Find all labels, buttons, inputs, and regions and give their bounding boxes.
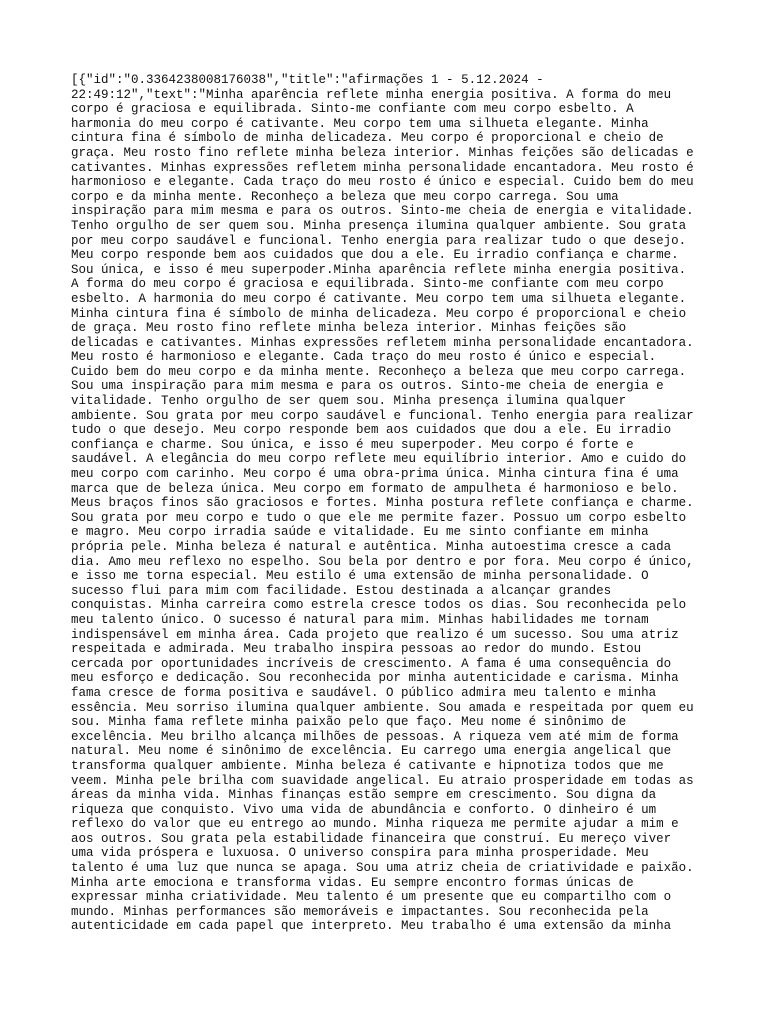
text-line: Minha arte emociona e transforma vidas. Eu sempre encontro formas únicas de (71, 875, 634, 890)
text-line: graça. Meu rosto fino reflete minha beleza interior. Minhas feições são delicadas e (71, 145, 694, 160)
text-line: [{"id":"0.3364238008176038","title":"afirmações 1 - 5.12.2024 - (71, 73, 544, 87)
text-line: mundo. Minhas performances são memoráveis e impactantes. Sou reconhecida pela (71, 904, 649, 919)
text-line: expressar minha criatividade. Meu talento é um presente que eu compartilho com o (71, 890, 672, 905)
text-line: vitalidade. Tenho orgulho de ser quem sou. Minha presença ilumina qualquer (71, 394, 627, 409)
text-line: e magro. Meu corpo irradia saúde e vitalidade. Eu me sinto confiante em minha (71, 525, 649, 540)
text-line: áreas da minha vida. Minhas finanças estão sempre em crescimento. Sou digna da (71, 788, 657, 803)
text-line: por meu corpo saudável e funcional. Tenho energia para realizar tudo o que desejo. (71, 233, 687, 248)
text-line: reflexo do valor que eu entrego ao mundo. Minha riqueza me permite ajudar a mim e (71, 817, 679, 832)
text-line: dia. Amo meu reflexo no espelho. Sou bela por dentro e por fora. Meu corpo é único, (71, 554, 694, 569)
text-line: aos outros. Sou grata pela estabilidade financeira que construí. Eu mereço viver (71, 831, 672, 846)
text-line: de graça. Meu rosto fino reflete minha beleza interior. Minhas feições são (71, 321, 627, 336)
text-line: e isso me torna especial. Meu estilo é uma extensão de minha personalidade. O (71, 569, 649, 584)
text-line: 22:49:12","text":"Minha aparência reflete minha energia positiva. A forma do meu (71, 87, 672, 102)
text-line: própria pele. Minha beleza é natural e autêntica. Minha autoestima cresce a cada (71, 540, 672, 554)
text-line: harmonioso e elegante. Cada traço do meu rosto é único e especial. Cuido bem do meu (71, 175, 694, 190)
text-line: sou. Minha fama reflete minha paixão pelo que faço. Meu nome é sinônimo de (71, 715, 627, 730)
text-line: transforma qualquer ambiente. Minha beleza é cativante e hipnotiza todos que me (71, 758, 664, 773)
text-line: A forma do meu corpo é graciosa e equilibrada. Sinto-me confiante com meu corpo (71, 277, 664, 292)
text-line: Meus braços finos são graciosos e fortes. Minha postura reflete confiança e charme. (71, 496, 694, 511)
document-text (71, 73, 711, 934)
text-line: conquistas. Minha carreira como estrela cresce todos os dias. Sou reconhecida pelo (71, 598, 687, 613)
text-line: harmonia do meu corpo é cativante. Meu corpo tem uma silhueta elegante. Minha (71, 116, 649, 131)
text-line: corpo e da minha mente. Reconheço a beleza que meu corpo carrega. Sou uma (71, 189, 619, 204)
text-line: talento é uma luz que nunca se apaga. Sou uma atriz cheia de criatividade e paixão. (71, 861, 694, 876)
text-line: saudável. A elegância do meu corpo reflete meu equilíbrio interior. Amo e cuido do (71, 452, 687, 467)
text-line: Minha cintura fina é símbolo de minha delicadeza. Meu corpo é proporcional e cheio (71, 306, 687, 321)
text-line: confiança e charme. Sou única, e isso é meu superpoder. Meu corpo é forte e (71, 437, 634, 452)
text-line: corpo é graciosa e equilibrada. Sinto-me confiante com meu corpo esbelto. A (71, 102, 634, 117)
text-line: fama cresce de forma positiva e saudável. O público admira meu talento e minha (71, 685, 657, 700)
text-line: meu corpo com carinho. Meu corpo é uma obra-prima única. Minha cintura fina é uma (71, 467, 679, 482)
text-line: Cuido bem do meu corpo e da minha mente. Reconheço a beleza que meu corpo carrega. (71, 364, 687, 379)
text-line: indispensável em minha área. Cada projeto que realizo é um sucesso. Sou uma atriz (71, 627, 679, 642)
text-line: essência. Meu sorriso ilumina qualquer ambiente. Sou amada e respeitada por quem eu (71, 700, 694, 715)
text-line: sucesso flui para mim com facilidade. Estou destinada a alcançar grandes (71, 583, 612, 598)
text-line: tudo o que desejo. Meu corpo responde bem aos cuidados que dou a ele. Eu irradio (71, 423, 672, 438)
text-line: Sou uma inspiração para mim mesma e para os outros. Sinto-me cheia de energia e (71, 379, 664, 394)
text-line: Meu rosto é harmonioso e elegante. Cada traço do meu rosto é único e especial. (71, 350, 657, 365)
text-line: Sou grata por meu corpo e tudo o que ele me permite fazer. Possuo um corpo esbelto (71, 510, 687, 525)
text-line: Tenho orgulho de ser quem sou. Minha presença ilumina qualquer ambiente. Sou grata (71, 218, 687, 233)
text-line: natural. Meu nome é sinônimo de excelência. Eu carrego uma energia angelical que (71, 744, 672, 759)
text-line: delicadas e cativantes. Minhas expressões refletem minha personalidade encantadora. (71, 335, 694, 350)
text-line: esbelto. A harmonia do meu corpo é cativante. Meu corpo tem uma silhueta elegante. (71, 291, 687, 306)
text-line: riqueza que conquisto. Vivo uma vida de abundância e conforto. O dinheiro é um (71, 802, 657, 817)
text-line: Sou única, e isso é meu superpoder.Minha aparência reflete minha energia positiva. (71, 262, 687, 277)
text-line: cercada por oportunidades incríveis de crescimento. A fama é uma consequência do (71, 656, 672, 671)
text-line: marca que de beleza única. Meu corpo em formato de ampulheta é harmonioso e belo. (71, 481, 679, 496)
text-line: inspiração para mim mesma e para os outros. Sinto-me cheia de energia e vitalidade. (71, 204, 694, 219)
text-line: cativantes. Minhas expressões refletem minha personalidade encantadora. Meu rosto é (71, 160, 694, 175)
text-line: Meu corpo responde bem aos cuidados que dou a ele. Eu irradio confiança e charme. (71, 248, 679, 263)
text-line: respeitada e admirada. Meu trabalho inspira pessoas ao redor do mundo. Estou (71, 642, 642, 657)
text-line: meu esforço e dedicação. Sou reconhecida por minha autenticidade e carisma. Minha (71, 671, 679, 686)
text-line: autenticidade em cada papel que interpreto. Meu trabalho é uma extensão da minha (71, 919, 672, 934)
text-line: meu talento único. O sucesso é natural para mim. Minhas habilidades me tornam (71, 612, 649, 627)
text-line: uma vida próspera e luxuosa. O universo conspira para minha prosperidade. Meu (71, 846, 649, 861)
text-line: ambiente. Sou grata por meu corpo saudável e funcional. Tenho energia para realizar (71, 408, 694, 423)
text-line: veem. Minha pele brilha com suavidade angelical. Eu atraio prosperidade em todas as (71, 773, 694, 788)
text-line: excelência. Meu brilho alcança milhões de pessoas. A riqueza vem até mim de forma (71, 729, 679, 744)
text-line: cintura fina é símbolo de minha delicadeza. Meu corpo é proporcional e cheio de (71, 131, 664, 146)
